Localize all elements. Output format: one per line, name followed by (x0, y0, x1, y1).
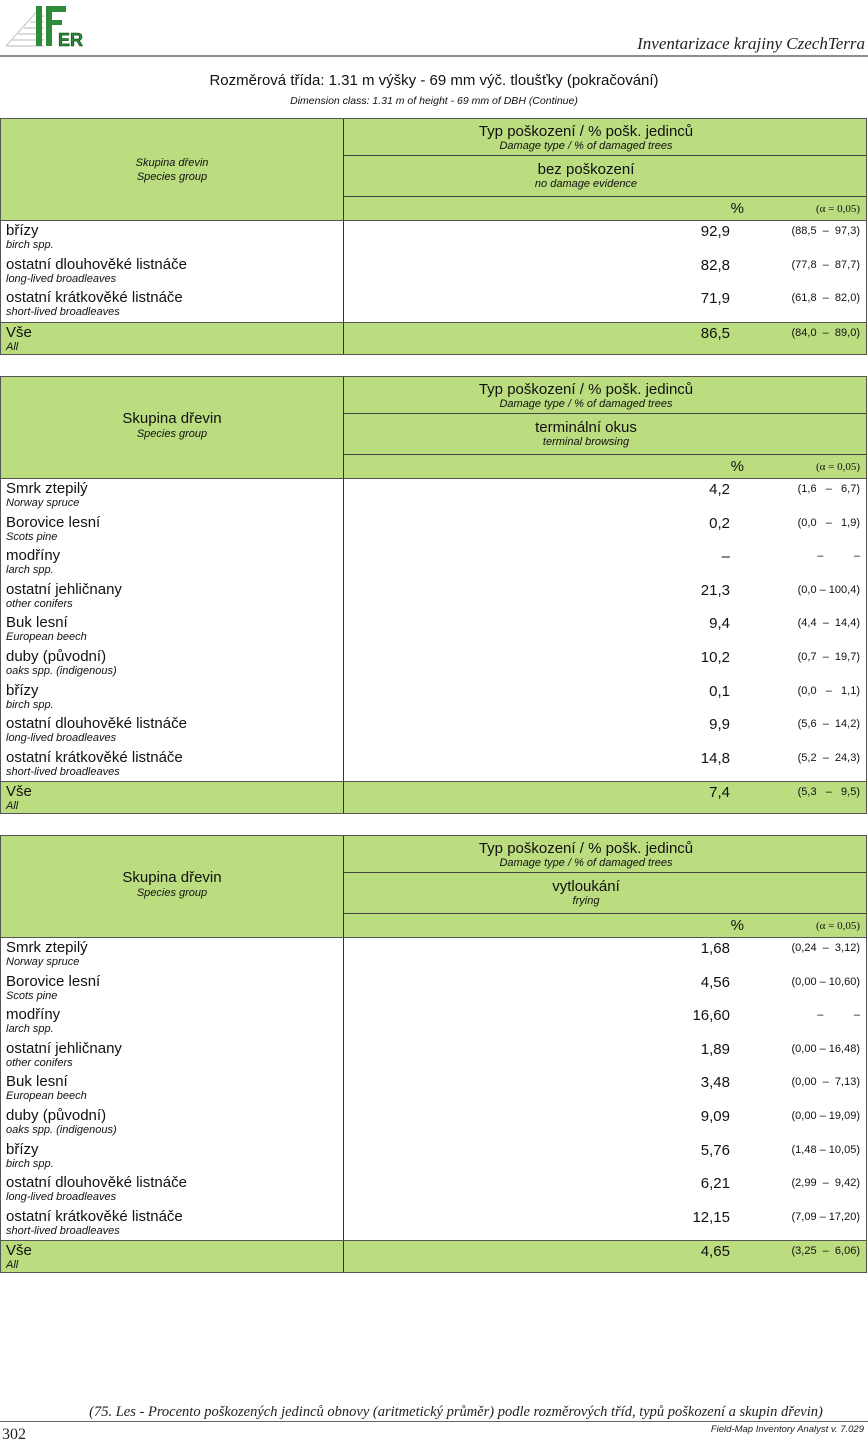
species-name: Buk lesní (6, 614, 68, 632)
confidence-interval: (1,6 – 6,7) (797, 483, 860, 495)
table-row (1, 748, 866, 782)
species-cell (1, 647, 344, 681)
total-row (1, 781, 866, 813)
species-group-label: Skupina dřevin (122, 869, 222, 886)
species-name-en: short-lived broadleaves (6, 306, 120, 319)
confidence-interval: (0,7 – 19,7) (797, 650, 860, 663)
confidence-interval: (4,4 – 14,4) (797, 617, 860, 630)
percent-value: – (721, 548, 730, 566)
damage-subtype-label-en: frying (572, 895, 600, 907)
species-name: Smrk ztepilý (6, 480, 88, 497)
table-row (1, 1140, 866, 1174)
species-name-en: European beech (6, 631, 87, 644)
species-name-en: larch spp. (6, 1023, 54, 1036)
confidence-interval: (88,5 – 97,3) (791, 225, 860, 237)
species-name-en: short-lived broadleaves (6, 1224, 120, 1237)
confidence-interval: (0,24 – 3,12) (791, 942, 860, 954)
alpha-label: (α = 0,05) (815, 461, 860, 473)
percent-value: 9,4 (709, 615, 730, 633)
value-cell (344, 613, 866, 647)
value-cell (344, 513, 866, 547)
value-cell (344, 647, 866, 681)
damage-type-header (344, 119, 866, 156)
species-name: ostatní krátkověké listnáče (6, 748, 183, 766)
damage-subtype-header (344, 156, 866, 197)
percent-value: 7,4 (709, 784, 730, 802)
value-cell (344, 714, 866, 748)
percent-value: 6,21 (700, 1175, 730, 1193)
species-group-label: Skupina dřevin (122, 410, 222, 427)
value-cell (344, 938, 866, 972)
species-cell (1, 681, 344, 715)
species-name-en: oaks spp. (indigenous) (6, 1123, 117, 1136)
percent-value: 14,8 (700, 749, 730, 767)
species-cell (1, 782, 344, 813)
species-group-label-en: Species group (136, 428, 208, 440)
percent-value: 0,2 (709, 514, 730, 532)
confidence-interval: (0,0 – 100,4) (797, 583, 860, 596)
table-header (1, 836, 866, 938)
confidence-interval: (5,3 – 9,5) (797, 786, 860, 799)
percent-value: 71,9 (700, 290, 730, 308)
table-row (1, 513, 866, 547)
table-row (1, 613, 866, 647)
species-group-label-en: Species group (136, 171, 208, 183)
species-cell (1, 255, 344, 289)
damage-subtype-header (344, 414, 866, 455)
species-cell (1, 479, 344, 513)
table-row (1, 255, 866, 289)
species-name: břízy (6, 681, 39, 699)
damage-type-label-en: Damage type / % of damaged trees (499, 857, 673, 869)
confidence-interval: (84,0 – 89,0) (791, 326, 860, 339)
species-cell (1, 714, 344, 748)
species-name: Borovice lesní (6, 513, 101, 531)
species-name-en: other conifers (6, 597, 73, 610)
percent-value: 4,65 (700, 1243, 730, 1261)
species-name-en: birch spp. (6, 698, 54, 711)
damage-type-header (344, 377, 866, 414)
species-group-header (1, 377, 344, 478)
species-name: břízy (6, 222, 39, 239)
table-caption (0, 1404, 868, 1422)
alpha-label: (α = 0,05) (815, 920, 860, 932)
value-cell (344, 1173, 866, 1207)
svg-text:ER: ER (58, 30, 84, 50)
section-subtitle: Dimension class: 1.31 m of height - 69 mm of DBH (Continue) (290, 95, 578, 107)
percent-value: 92,9 (700, 223, 730, 240)
species-name: ostatní krátkověké listnáče (6, 289, 183, 307)
value-cell (344, 546, 866, 580)
value-cell (344, 288, 866, 322)
percent-value: 4,56 (700, 973, 730, 991)
species-cell (1, 288, 344, 322)
percent-value: 3,48 (700, 1074, 730, 1092)
confidence-interval: (0,00 – 19,09) (791, 1109, 860, 1122)
value-cell (344, 479, 866, 513)
damage-subtype-label: bez poškození (537, 161, 635, 178)
damage-type-label-en: Damage type / % of damaged trees (499, 140, 673, 152)
species-name-en: birch spp. (6, 1157, 54, 1170)
table-row (1, 1005, 866, 1039)
species-name-en: All (6, 800, 19, 813)
species-name: Buk lesní (6, 1073, 68, 1091)
percent-value: 10,2 (700, 648, 730, 666)
table-terminal-browsing (0, 376, 867, 814)
species-name: břízy (6, 1140, 39, 1158)
species-name-en: Norway spruce (6, 497, 80, 509)
species-cell (1, 748, 344, 782)
percent-label: % (730, 200, 744, 217)
confidence-interval: (2,99 – 9,42) (791, 1177, 860, 1190)
species-cell (1, 1039, 344, 1073)
species-name-en: birch spp. (6, 239, 54, 251)
species-cell (1, 972, 344, 1006)
alpha-label: (α = 0,05) (815, 203, 860, 215)
table-row (1, 1039, 866, 1073)
percent-value: 1,68 (700, 940, 730, 957)
damage-type-label-en: Damage type / % of damaged trees (499, 398, 673, 410)
confidence-interval: (5,2 – 24,3) (797, 751, 860, 764)
table-row (1, 580, 866, 614)
species-name-en: short-lived broadleaves (6, 765, 120, 778)
species-name: Smrk ztepilý (6, 939, 88, 956)
species-name-en: long-lived broadleaves (6, 1191, 117, 1204)
percent-value: 5,76 (700, 1141, 730, 1159)
table-no-damage (0, 118, 867, 355)
table-row (1, 479, 866, 513)
species-cell (1, 221, 344, 255)
species-name-en: larch spp. (6, 564, 54, 577)
species-name: modříny (6, 1006, 61, 1024)
value-cell (344, 221, 866, 255)
species-cell (1, 1140, 344, 1174)
report-title: Inventarizace krajiny CzechTerra (637, 34, 865, 53)
page-number: 302 (2, 1426, 26, 1443)
species-cell (1, 613, 344, 647)
percent-value: 4,2 (709, 481, 730, 498)
table-row (1, 972, 866, 1006)
species-name-en: Norway spruce (6, 956, 80, 968)
damage-subtype-header (344, 873, 866, 914)
value-cell (344, 1241, 866, 1272)
damage-subtype-label-en: no damage evidence (534, 178, 638, 190)
confidence-interval: (0,00 – 16,48) (791, 1042, 860, 1055)
species-cell (1, 1207, 344, 1241)
value-cell (344, 1106, 866, 1140)
species-name: Borovice lesní (6, 972, 101, 990)
confidence-interval: (1,48 – 10,05) (791, 1143, 860, 1156)
caption-text: (75. Les - Procento poškozených jedinců obnovy (aritmetický průměr) podle rozměrových tříd, typů poškození a skupin dřevin) (41, 1404, 827, 1422)
value-cell (344, 972, 866, 1006)
species-name-en: other conifers (6, 1056, 73, 1069)
value-cell (344, 255, 866, 289)
species-name: ostatní krátkověké listnáče (6, 1207, 183, 1225)
species-cell (1, 323, 344, 354)
table-row (1, 938, 866, 972)
confidence-interval: (0,00 – 7,13) (791, 1076, 860, 1089)
species-cell (1, 1072, 344, 1106)
total-row (1, 1240, 866, 1272)
species-cell (1, 1005, 344, 1039)
table-row (1, 1072, 866, 1106)
percent-value: 1,89 (700, 1040, 730, 1058)
table-header (1, 377, 866, 479)
percent-label: % (730, 458, 744, 475)
damage-type-label: Typ poškození / % pošk. jedinců (478, 123, 694, 140)
species-group-header (1, 119, 344, 220)
table-header (1, 119, 866, 221)
species-name: ostatní dlouhověké listnáče (6, 255, 187, 273)
confidence-interval: (0,0 – 1,1) (797, 684, 860, 697)
software-version: Field-Map Inventory Analyst v. 7.029 (710, 1424, 864, 1435)
species-name: ostatní jehličnany (6, 1039, 122, 1057)
value-cell (344, 748, 866, 782)
species-cell (1, 1241, 344, 1272)
unit-header (344, 914, 866, 937)
species-group-label: Skupina dřevin (135, 157, 209, 169)
percent-value: 12,15 (692, 1208, 730, 1226)
species-name: ostatní dlouhověké listnáče (6, 1174, 187, 1192)
species-name-en: Scots pine (6, 989, 58, 1002)
value-cell (344, 1140, 866, 1174)
table-row (1, 546, 866, 580)
confidence-interval: – – (817, 550, 860, 563)
percent-value: 86,5 (700, 324, 730, 342)
species-name-en: Scots pine (6, 530, 58, 543)
species-name: Vše (6, 323, 32, 341)
value-cell (344, 580, 866, 614)
percent-value: 82,8 (700, 256, 730, 274)
percent-value: 9,9 (709, 716, 730, 734)
table-row (1, 1106, 866, 1140)
species-name-en: All (6, 340, 19, 353)
species-cell (1, 546, 344, 580)
value-cell (344, 681, 866, 715)
confidence-interval: (3,25 – 6,06) (791, 1245, 860, 1258)
damage-subtype-label-en: terminal browsing (542, 436, 630, 448)
damage-type-label: Typ poškození / % pošk. jedinců (478, 840, 694, 857)
value-cell (344, 1005, 866, 1039)
species-name-en: long-lived broadleaves (6, 272, 117, 285)
value-cell (344, 323, 866, 354)
species-cell (1, 513, 344, 547)
species-name: Vše (6, 783, 32, 801)
ifer-logo (4, 2, 98, 54)
species-cell (1, 1173, 344, 1207)
species-name: duby (původní) (6, 647, 107, 665)
table-row (1, 288, 866, 322)
damage-subtype-label: terminální okus (535, 419, 637, 436)
confidence-interval: (7,09 – 17,20) (791, 1210, 860, 1223)
confidence-interval: (0,0 – 1,9) (797, 516, 860, 529)
table-row (1, 221, 866, 255)
unit-header (344, 455, 866, 478)
footer-divider (0, 1421, 868, 1422)
section-title: Rozměrová třída: 1.31 m výšky - 69 mm výč. tloušťky (pokračování) (209, 72, 659, 89)
table-frying (0, 835, 867, 1273)
species-name-en: long-lived broadleaves (6, 732, 117, 745)
confidence-interval: (61,8 – 82,0) (791, 292, 860, 305)
species-cell (1, 938, 344, 972)
table-row (1, 1173, 866, 1207)
table-row (1, 681, 866, 715)
species-group-header (1, 836, 344, 937)
percent-value: 0,1 (709, 682, 730, 700)
species-name: Vše (6, 1242, 32, 1260)
species-group-label-en: Species group (136, 887, 208, 899)
total-row (1, 322, 866, 354)
value-cell (344, 1039, 866, 1073)
value-cell (344, 1072, 866, 1106)
species-cell (1, 580, 344, 614)
confidence-interval: (77,8 – 87,7) (791, 258, 860, 271)
percent-value: 16,60 (692, 1007, 730, 1025)
percent-label: % (730, 917, 744, 934)
table-row (1, 714, 866, 748)
damage-type-label: Typ poškození / % pošk. jedinců (478, 381, 694, 398)
value-cell (344, 782, 866, 813)
value-cell (344, 1207, 866, 1241)
species-cell (1, 1106, 344, 1140)
damage-type-header (344, 836, 866, 873)
table-row (1, 647, 866, 681)
damage-subtype-label: vytloukání (552, 878, 620, 895)
confidence-interval: – – (817, 1009, 860, 1022)
percent-value: 9,09 (700, 1107, 730, 1125)
species-name-en: All (6, 1259, 19, 1272)
table-row (1, 1207, 866, 1241)
confidence-interval: (5,6 – 14,2) (797, 718, 860, 731)
header-divider (0, 55, 868, 57)
percent-value: 21,3 (700, 581, 730, 599)
unit-header (344, 197, 866, 220)
confidence-interval: (0,00 – 10,60) (791, 975, 860, 988)
species-name: ostatní jehličnany (6, 580, 122, 598)
species-name-en: European beech (6, 1090, 87, 1103)
species-name-en: oaks spp. (indigenous) (6, 664, 117, 677)
species-name: ostatní dlouhověké listnáče (6, 715, 187, 733)
species-name: duby (původní) (6, 1106, 107, 1124)
species-name: modříny (6, 547, 61, 565)
